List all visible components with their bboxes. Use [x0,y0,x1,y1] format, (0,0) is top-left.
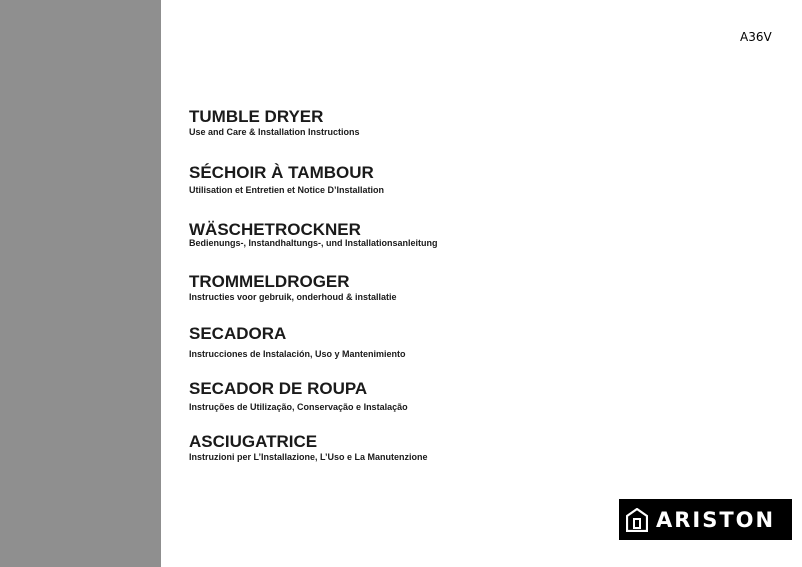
section-subtitle: Instruzioni per L’Installazione, L’Uso e La Manutenzione [189,452,428,462]
section-title: SECADORA [189,324,287,343]
section-dutch [189,272,397,303]
section-french [189,163,384,196]
section-subtitle: Instruções de Utilização, Conservação e Instalação [189,402,408,412]
section-spanish [189,324,406,360]
side-band [0,0,161,567]
brand-name: ARISTON [656,507,776,532]
section-italian [189,432,428,463]
section-title: TROMMELDROGER [189,272,350,291]
section-title: WÄSCHETROCKNER [189,220,361,239]
section-title: TUMBLE DRYER [189,107,324,126]
house-logo-icon [626,508,648,532]
model-number: A36V [740,30,772,44]
section-subtitle: Instrucciones de Instalación, Uso y Mantenimiento [189,349,406,359]
section-subtitle: Bedienungs-, Instandhaltungs-, und Installationsanleitung [189,238,438,248]
section-portuguese [189,379,408,413]
section-subtitle: Instructies voor gebruik, onderhoud & installatie [189,292,397,302]
section-english [189,107,360,138]
section-title: ASCIUGATRICE [189,432,318,451]
section-title: SÉCHOIR À TAMBOUR [189,163,374,182]
section-subtitle: Utilisation et Entretien et Notice D’Installation [189,185,385,195]
ariston-logo [619,499,792,540]
section-title: SECADOR DE ROUPA [189,379,368,398]
section-subtitle: Use and Care & Installation Instructions [189,127,360,137]
section-german [189,220,438,249]
